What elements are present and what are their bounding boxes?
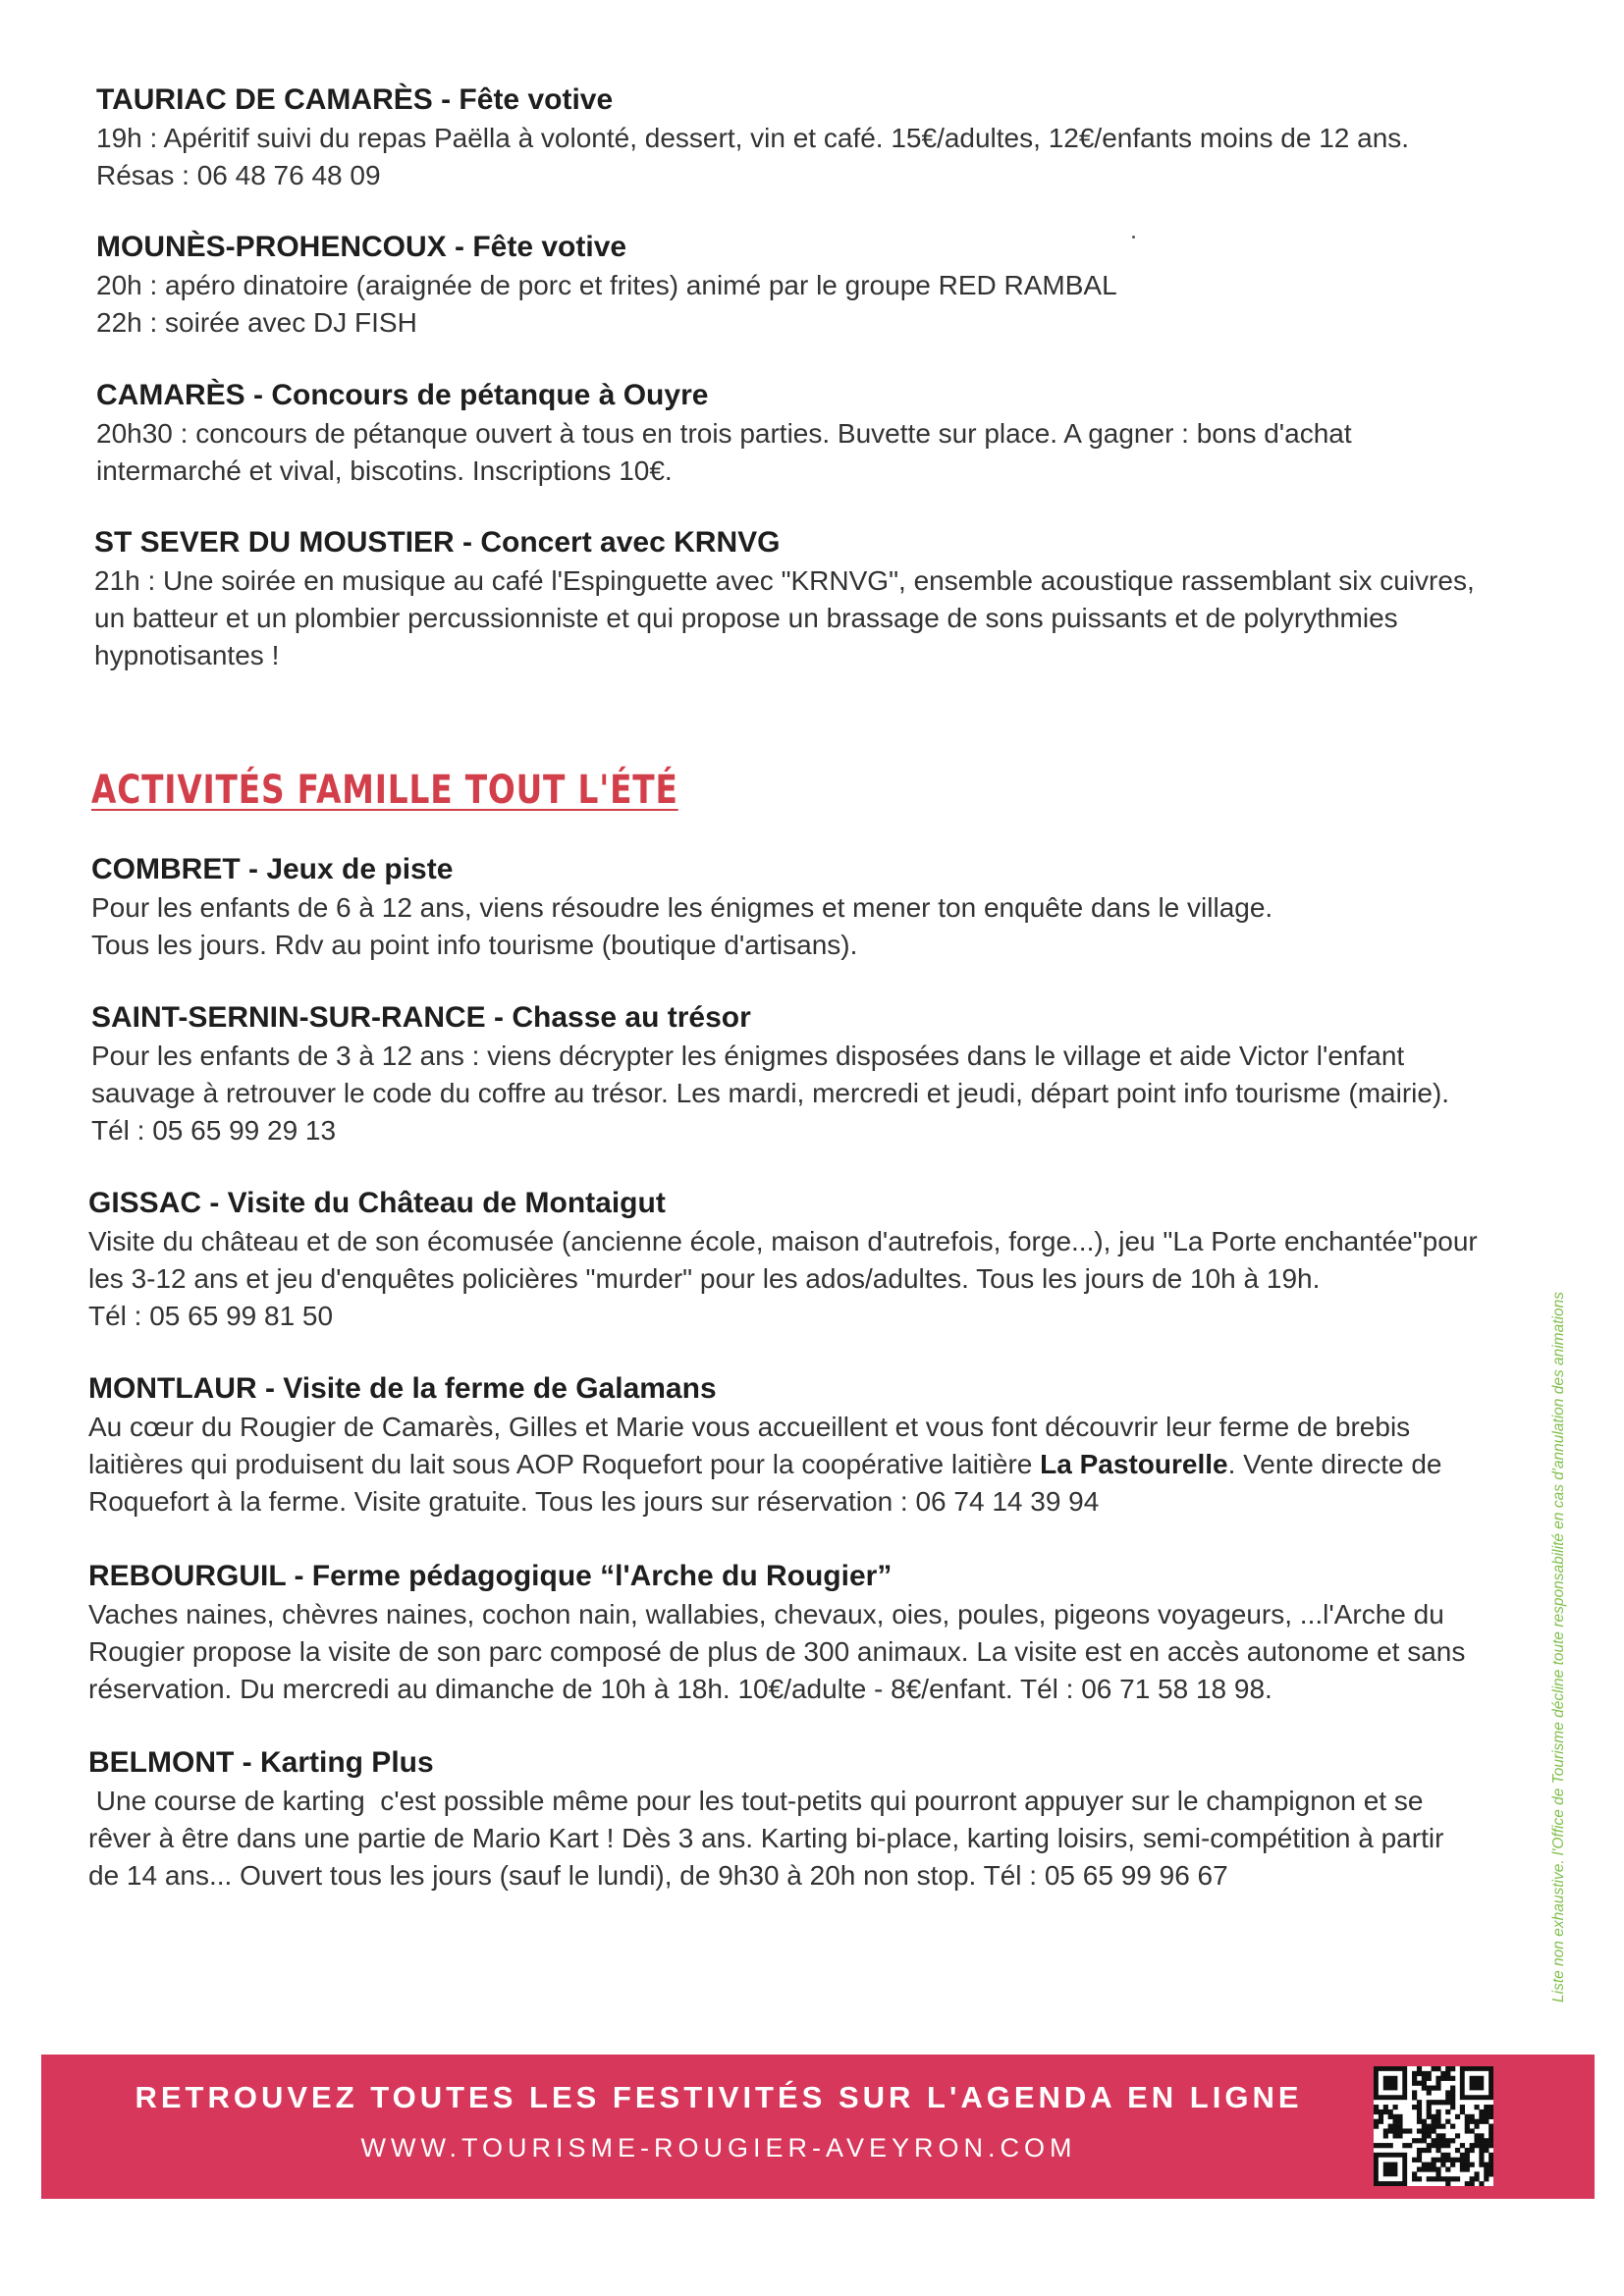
- event-text: sauvage à retrouver le code du coffre au trésor. Les mardi, mercredi et jeudi, départ point info tourisme (mairie).: [91, 1078, 1450, 1108]
- event-combret: [91, 850, 1603, 964]
- event-montlaur: [88, 1369, 1600, 1521]
- banner-website-link[interactable]: WWW.TOURISME-ROUGIER-AVEYRON.COM: [360, 2133, 1077, 2163]
- event-text: Rougier propose la visite de son parc composé de plus de 300 animaux. La visite est en accès autonome et sans: [88, 1636, 1466, 1667]
- event-text: [88, 1446, 1600, 1483]
- event-text: Pour les enfants de 6 à 12 ans, viens résoudre les énigmes et mener ton enquête dans le village.: [91, 892, 1273, 923]
- event-camares: [96, 376, 1608, 490]
- event-text: un batteur et un plombier percussionniste et qui propose un brassage de sons puissants et de polyrythmies: [94, 603, 1398, 633]
- event-title: ST SEVER DU MOUSTIER - Concert avec KRNVG: [94, 526, 781, 559]
- event-tauriac: [96, 80, 1608, 194]
- event-text: 20h30 : concours de pétanque ouvert à tous en trois parties. Buvette sur place. A gagner : bons d'achat: [96, 418, 1352, 449]
- event-title: CAMARÈS - Concours de pétanque à Ouyre: [96, 379, 709, 411]
- event-text: 19h : Apéritif suivi du repas Paëlla à volonté, dessert, vin et café. 15€/adultes, 12€/enfants moins de 12 ans.: [96, 123, 1410, 153]
- event-gissac: [88, 1184, 1600, 1335]
- event-text: Visite du château et de son écomusée (ancienne école, maison d'autrefois, forge...), jeu "La Porte enchantée"pour: [88, 1226, 1478, 1256]
- event-title: SAINT-SERNIN-SUR-RANCE - Chasse au trésor: [91, 1001, 751, 1034]
- event-text: réservation. Du mercredi au dimanche de 10h à 18h. 10€/adulte - 8€/enfant. Tél : 06 71 58 18 98.: [88, 1674, 1272, 1704]
- event-text: Au cœur du Rougier de Camarès, Gilles et Marie vous accueillent et vous font découvrir leur ferme de brebis: [88, 1412, 1411, 1442]
- section-heading-family: ACTIVITÉS FAMILLE TOUT L'ÉTÉ: [91, 768, 678, 813]
- event-text: intermarché et vival, biscotins. Inscriptions 10€.: [96, 455, 673, 486]
- event-text: 21h : Une soirée en musique au café l'Espinguette avec "KRNVG", ensemble acoustique rassemblant six cuivres,: [94, 565, 1475, 596]
- qr-code-icon[interactable]: [1374, 2066, 1493, 2186]
- event-text: Résas : 06 48 76 48 09: [96, 160, 381, 190]
- event-text-part: laitières qui produisent du lait sous AOP Roquefort pour la coopérative laitière: [88, 1449, 1033, 1479]
- event-title: REBOURGUIL - Ferme pédagogique “l'Arche du Rougier”: [88, 1560, 893, 1592]
- event-belmont: [88, 1743, 1600, 1895]
- event-title: MONTLAUR - Visite de la ferme de Galamans: [88, 1372, 717, 1405]
- event-title: MOUNÈS-PROHENCOUX - Fête votive: [96, 231, 627, 263]
- event-title: TAURIAC DE CAMARÈS - Fête votive: [96, 83, 614, 116]
- event-text: Tél : 05 65 99 81 50: [88, 1301, 334, 1331]
- cooperative-name: La Pastourelle: [1040, 1449, 1228, 1479]
- event-rebourguil: [88, 1557, 1600, 1708]
- event-text-part: . Vente directe de: [1227, 1449, 1442, 1479]
- event-text: rêver à être dans une partie de Mario Kart ! Dès 3 ans. Karting bi-place, karting loisirs, semi-compétition à partir: [88, 1823, 1444, 1853]
- event-text: 20h : apéro dinatoire (araignée de porc et frites) animé par le groupe RED RAMBAL: [96, 270, 1117, 300]
- event-st-sever: [94, 523, 1606, 674]
- event-text: de 14 ans... Ouvert tous les jours (sauf le lundi), de 9h30 à 20h non stop. Tél : 05 65 99 96 67: [88, 1860, 1228, 1891]
- event-title: BELMONT - Karting Plus: [88, 1746, 434, 1779]
- event-saint-sernin: [91, 998, 1603, 1149]
- banner-headline: RETROUVEZ TOUTES LES FESTIVITÉS SUR L'AGENDA EN LIGNE: [135, 2080, 1303, 2114]
- event-text: Tél : 05 65 99 29 13: [91, 1115, 337, 1146]
- event-title: GISSAC - Visite du Château de Montaigut: [88, 1187, 666, 1219]
- disclaimer-side-note: [1548, 1139, 1578, 2002]
- event-text: Une course de karting c'est possible même pour les tout-petits qui pourront appuyer sur le champignon et se: [88, 1786, 1424, 1816]
- event-text: les 3-12 ans et jeu d'enquêtes policières "murder" pour les ados/adultes. Tous les jours de 10h à 19h.: [88, 1263, 1321, 1294]
- event-text: hypnotisantes !: [94, 640, 280, 670]
- disclaimer-text: Liste non exhaustive. l'Office de Tourisme décline toute responsabilité en cas d'annulation des animations: [1550, 1292, 1567, 2002]
- event-mounes: [96, 228, 1608, 342]
- event-text: Vaches naines, chèvres naines, cochon nain, wallabies, chevaux, oies, poules, pigeons voyageurs, ...l'Arche du: [88, 1599, 1444, 1629]
- event-title: COMBRET - Jeux de piste: [91, 853, 454, 885]
- event-text: Pour les enfants de 3 à 12 ans : viens décrypter les énigmes disposées dans le village et aide Victor l'enfant: [91, 1041, 1405, 1071]
- event-text: 22h : soirée avec DJ FISH: [96, 307, 417, 338]
- agenda-banner: [41, 2055, 1595, 2199]
- event-text: Roquefort à la ferme. Visite gratuite. Tous les jours sur réservation : 06 74 14 39 94: [88, 1486, 1100, 1517]
- event-text: Tous les jours. Rdv au point info tourisme (boutique d'artisans).: [91, 930, 858, 960]
